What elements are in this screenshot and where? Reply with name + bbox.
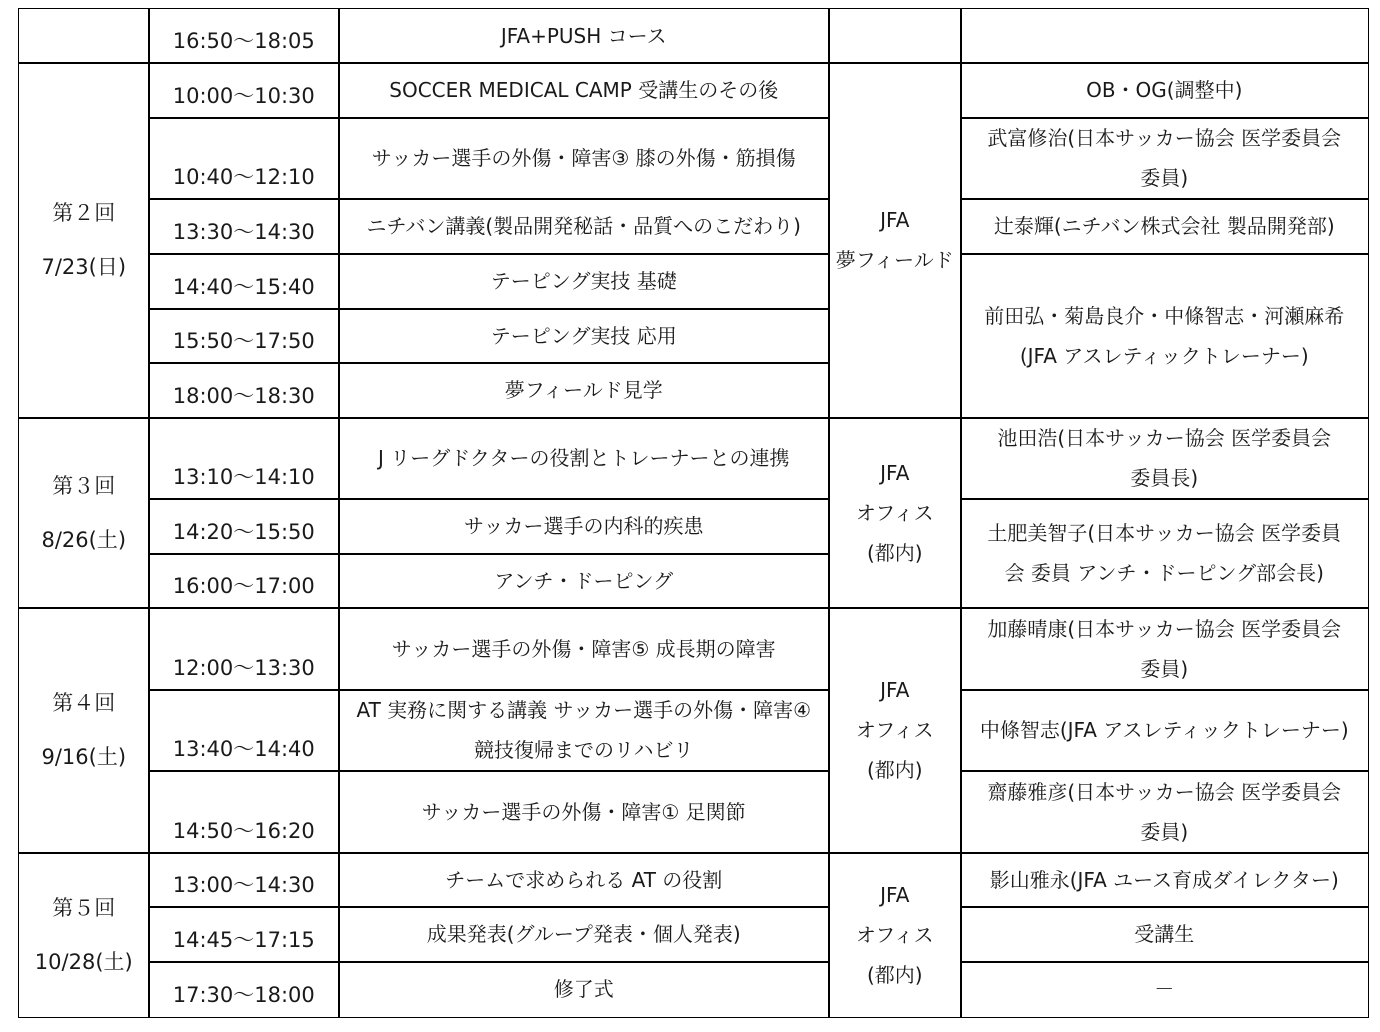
session-cell: [18, 852, 150, 1018]
topic-cell-line: ニチバン講義(製品開発秘話・品質へのこだわり): [366, 214, 801, 239]
topic-cell: [338, 308, 830, 364]
session-cell-line: 10/28(土): [34, 949, 133, 974]
topic-cell: [338, 8, 830, 64]
time-cell-line: 14:50～16:20: [172, 818, 315, 843]
venue-cell: [828, 8, 962, 64]
lecturer-cell: [960, 198, 1369, 255]
lecturer-cell-line: 前田弘・菊島良介・中條智志・河瀬麻希: [984, 303, 1345, 328]
lecturer-cell: [960, 607, 1369, 691]
topic-cell-line: AT 実務に関する講義 サッカー選手の外傷・障害④: [356, 698, 812, 723]
time-cell-line: 17:30～18:00: [172, 982, 315, 1007]
topic-cell-line: 成果発表(グループ発表・個人発表): [426, 922, 741, 947]
venue-cell-line: オフィス: [855, 500, 934, 525]
session-cell-line: 8/26(土): [41, 527, 127, 552]
venue-cell-line: (都内): [866, 962, 923, 987]
topic-cell-line: サッカー選手の内科的疾患: [463, 514, 704, 539]
venue-cell-line: オフィス: [855, 718, 934, 743]
topic-cell: [338, 852, 830, 908]
lecturer-cell-line: 委員): [1140, 656, 1189, 681]
session-cell: [18, 62, 150, 419]
time-cell: [148, 553, 340, 609]
venue-cell-line: JFA: [880, 460, 910, 485]
session-cell-line: 第５回: [52, 895, 116, 920]
time-cell-line: 16:50～18:05: [172, 28, 315, 53]
lecturer-cell: [960, 906, 1369, 963]
time-cell-line: 14:45～17:15: [172, 927, 315, 952]
lecturer-cell-line: 土肥美智子(日本サッカー協会 医学委員: [987, 521, 1342, 546]
topic-cell: [338, 253, 830, 310]
lecturer-cell-line: 齋藤雅彦(日本サッカー協会 医学委員会: [987, 779, 1342, 804]
time-cell: [148, 117, 340, 200]
lecturer-cell-line: 委員長): [1130, 466, 1199, 491]
topic-cell-line: 競技復帰までのリハビリ: [474, 738, 694, 763]
lecturer-cell-line: 会 委員 アンチ・ドーピング部会長): [1004, 561, 1324, 586]
lecturer-cell: [960, 417, 1369, 500]
time-cell: [148, 308, 340, 364]
time-cell: [148, 198, 340, 255]
time-cell: [148, 906, 340, 963]
venue-cell-line: 夢フィールド: [835, 248, 954, 273]
topic-cell: [338, 62, 830, 119]
topic-cell-line: テーピング実技 応用: [490, 323, 677, 348]
session-cell-line: 第３回: [52, 473, 116, 498]
time-cell-line: 12:00～13:30: [172, 655, 315, 680]
venue-cell-line: JFA: [880, 208, 910, 233]
topic-cell: [338, 961, 830, 1018]
topic-cell: [338, 498, 830, 555]
time-cell-line: 10:00～10:30: [172, 83, 315, 108]
topic-cell-line: テーピング実技 基礎: [490, 269, 677, 294]
topic-cell-line: サッカー選手の外傷・障害⑤ 成長期の障害: [391, 636, 776, 661]
time-cell: [148, 607, 340, 691]
session-cell-line: 第４回: [52, 691, 116, 716]
venue-cell: [828, 62, 962, 419]
lecturer-cell: [960, 498, 1369, 609]
topic-cell-line: SOCCER MEDICAL CAMP 受講生のその後: [389, 78, 779, 103]
topic-cell-line: サッカー選手の外傷・障害① 足関節: [421, 799, 746, 824]
lecturer-cell: [960, 8, 1369, 64]
lecturer-cell-line: 辻泰輝(ニチバン株式会社 製品開発部): [993, 214, 1335, 239]
venue-cell: [828, 852, 962, 1018]
lecturer-cell-line: OB・OG(調整中): [1086, 78, 1243, 103]
session-cell-line: 7/23(日): [41, 255, 127, 280]
time-cell: [148, 961, 340, 1018]
lecturer-cell: [960, 961, 1369, 1018]
topic-cell: [338, 906, 830, 963]
time-cell-line: 14:40～15:40: [172, 274, 315, 299]
session-cell-line: 第２回: [52, 201, 116, 226]
venue-cell-line: JFA: [880, 678, 910, 703]
time-cell: [148, 417, 340, 500]
time-cell: [148, 689, 340, 772]
topic-cell: [338, 607, 830, 691]
lecturer-cell: [960, 62, 1369, 119]
topic-cell-line: 夢フィールド見学: [504, 378, 663, 403]
lecturer-cell-line: 委員): [1140, 819, 1189, 844]
topic-cell-line: アンチ・ドーピング: [494, 568, 674, 593]
time-cell: [148, 362, 340, 419]
time-cell-line: 14:20～15:50: [172, 519, 315, 544]
time-cell-line: 13:00～14:30: [172, 872, 315, 897]
venue-cell-line: JFA: [880, 882, 910, 907]
lecturer-cell-line: 加藤晴康(日本サッカー協会 医学委員会: [987, 616, 1342, 641]
topic-cell: [338, 198, 830, 255]
topic-cell: [338, 553, 830, 609]
lecturer-cell-line: －: [1154, 977, 1175, 1002]
time-cell-line: 18:00～18:30: [172, 383, 315, 408]
venue-cell: [828, 417, 962, 609]
time-cell-line: 15:50～17:50: [172, 328, 315, 353]
session-cell: [18, 607, 150, 854]
time-cell-line: 16:00～17:00: [172, 573, 315, 598]
topic-cell-line: JFA+PUSH コース: [500, 23, 667, 48]
lecturer-cell-line: 委員): [1140, 166, 1189, 191]
lecturer-cell: [960, 852, 1369, 908]
lecturer-cell: [960, 689, 1369, 772]
venue-cell-line: オフィス: [855, 922, 934, 947]
venue-cell-line: (都内): [866, 758, 923, 783]
topic-cell: [338, 770, 830, 854]
time-cell: [148, 852, 340, 908]
topic-cell: [338, 689, 830, 772]
venue-cell-line: (都内): [866, 540, 923, 565]
lecturer-cell-line: 武富修治(日本サッカー協会 医学委員会: [987, 126, 1342, 151]
topic-cell-line: チームで求められる AT の役割: [445, 867, 723, 892]
time-cell: [148, 253, 340, 310]
lecturer-cell: [960, 117, 1369, 200]
time-cell-line: 10:40～12:10: [172, 164, 315, 189]
lecturer-cell-line: 中條智志(JFA アスレティックトレーナー): [979, 718, 1349, 743]
session-cell: [18, 8, 150, 64]
topic-cell: [338, 117, 830, 200]
lecturer-cell-line: 池田浩(日本サッカー協会 医学委員会: [997, 426, 1332, 451]
topic-cell-line: J リーグドクターの役割とトレーナーとの連携: [378, 446, 790, 471]
venue-cell: [828, 607, 962, 854]
time-cell-line: 13:40～14:40: [172, 736, 315, 761]
topic-cell: [338, 362, 830, 419]
topic-cell: [338, 417, 830, 500]
time-cell: [148, 8, 340, 64]
lecturer-cell-line: 影山雅永(JFA ユース育成ダイレクター): [989, 867, 1339, 892]
time-cell-line: 13:30～14:30: [172, 219, 315, 244]
lecturer-cell-line: 受講生: [1134, 922, 1195, 947]
time-cell: [148, 498, 340, 555]
lecturer-cell: [960, 253, 1369, 419]
time-cell: [148, 770, 340, 854]
topic-cell-line: サッカー選手の外傷・障害③ 膝の外傷・筋損傷: [371, 146, 796, 171]
topic-cell-line: 修了式: [553, 977, 614, 1002]
session-cell: [18, 417, 150, 609]
time-cell: [148, 62, 340, 119]
time-cell-line: 13:10～14:10: [172, 464, 315, 489]
lecturer-cell-line: (JFA アスレティックトレーナー): [1019, 343, 1309, 368]
lecturer-cell: [960, 770, 1369, 854]
session-cell-line: 9/16(土): [41, 745, 127, 770]
